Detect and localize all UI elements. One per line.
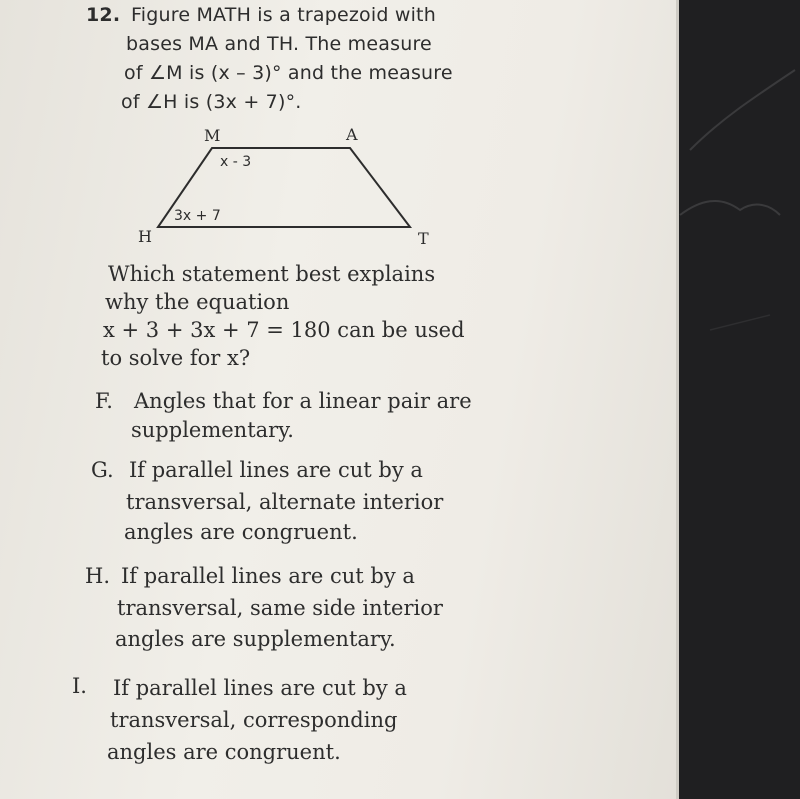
- vertex-h-label: H: [138, 227, 152, 246]
- stem-line-4: of ∠H is (3x + 7)°.: [121, 91, 302, 113]
- question-number: 12.: [86, 4, 121, 26]
- choice-f-letter[interactable]: F.: [95, 389, 113, 413]
- choice-h-line-3[interactable]: angles are supplementary.: [115, 627, 396, 651]
- angle-h-label: 3x + 7: [174, 208, 221, 224]
- choice-i-line-1[interactable]: If parallel lines are cut by a: [113, 676, 407, 700]
- prompt-line-2: why the equation: [105, 290, 290, 314]
- choice-i-line-2[interactable]: transversal, corresponding: [110, 708, 398, 732]
- prompt-line-1: Which statement best explains: [108, 262, 436, 286]
- choice-g-line-3[interactable]: angles are congruent.: [124, 520, 358, 544]
- choice-g-line-2[interactable]: transversal, alternate interior: [126, 490, 444, 514]
- prompt-line-4: to solve for x?: [101, 346, 251, 370]
- page-edge: [676, 0, 679, 799]
- stem-line-2: bases MA and TH. The measure: [126, 33, 432, 55]
- choice-h-line-2[interactable]: transversal, same side interior: [117, 596, 443, 620]
- choice-f-line-2[interactable]: supplementary.: [131, 418, 294, 442]
- choice-f-line-1[interactable]: Angles that for a linear pair are: [134, 389, 472, 413]
- choice-g-line-1[interactable]: If parallel lines are cut by a: [129, 458, 423, 482]
- choice-h-letter[interactable]: H.: [85, 564, 110, 588]
- stem-line-3: of ∠M is (x – 3)° and the measure: [124, 62, 453, 84]
- vertex-t-label: T: [418, 229, 429, 248]
- prompt-line-3: x + 3 + 3x + 7 = 180 can be used: [103, 318, 465, 342]
- choice-g-letter[interactable]: G.: [91, 458, 114, 482]
- angle-m-label: x - 3: [220, 154, 252, 170]
- trapezoid-figure: [120, 120, 450, 250]
- choice-i-line-3[interactable]: angles are congruent.: [107, 740, 341, 764]
- vertex-a-label: A: [346, 125, 358, 144]
- stem-line-1: Figure MATH is a trapezoid with: [131, 4, 436, 26]
- vertex-m-label: M: [204, 126, 221, 145]
- choice-h-line-1[interactable]: If parallel lines are cut by a: [121, 564, 415, 588]
- choice-i-letter[interactable]: I.: [72, 674, 87, 698]
